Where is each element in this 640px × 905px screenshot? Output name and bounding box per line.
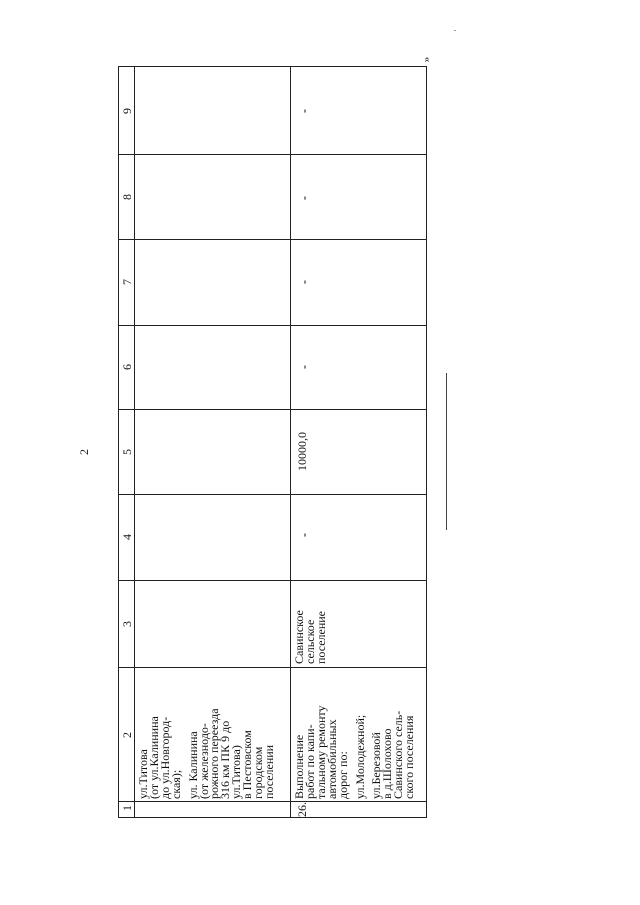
row-2-col-8: [291, 154, 427, 239]
header-col-3: [120, 580, 134, 667]
row-number: 26.: [295, 802, 309, 817]
row-2-col-7: [291, 239, 427, 325]
header-col-3-label: 3: [120, 621, 134, 627]
text-line: работ по капи-: [302, 724, 317, 799]
page-number: 2: [77, 449, 91, 455]
text-line: сельское: [302, 619, 317, 664]
value-dash: -: [297, 280, 311, 284]
text-line: ская);: [168, 769, 183, 799]
text-line: тальному ремонту: [313, 705, 328, 799]
row-2-col-4: [291, 494, 427, 580]
value-dash: -: [297, 109, 311, 113]
header-col-1-label: 1: [120, 805, 134, 811]
text-line: дорог по:: [335, 751, 350, 799]
row-2-col-5: [291, 409, 427, 494]
text-line: ул.Титова: [136, 749, 150, 799]
row-2-description: [291, 667, 427, 801]
text-line: ул. Калинина: [185, 731, 200, 799]
value-dash: -: [297, 196, 311, 200]
header-col-2: [120, 667, 134, 801]
row-2-col-9: [291, 67, 427, 154]
text-line: Савинское: [292, 610, 306, 664]
row-2-col-6: [291, 325, 427, 409]
text-line: поселение: [313, 610, 328, 664]
row-1-description: [135, 667, 290, 801]
header-col-8-label: 8: [120, 194, 134, 200]
text-line: поселении: [261, 744, 276, 799]
row-2-number: [291, 801, 427, 818]
value-dash: -: [297, 533, 311, 537]
text-line: ул.Молодежной;: [352, 714, 367, 799]
header-col-4: [120, 494, 134, 580]
text-line: (от железнодо-: [196, 723, 211, 799]
text-line: (от ул.Калинина: [146, 716, 161, 799]
value-dash: -: [297, 365, 311, 369]
text-line: ул.Титова): [229, 745, 244, 799]
text-line: 316 км ПК 9 до: [218, 720, 233, 799]
header-col-8: [120, 154, 134, 239]
header-col-5: [120, 409, 134, 494]
header-col-6-label: 6: [120, 364, 134, 370]
budget-table: [118, 66, 427, 818]
text-line: ского поселения: [402, 715, 417, 799]
header-col-9: [120, 67, 134, 154]
value-amount: 10000,0: [295, 432, 309, 471]
text-line: в Пестовском: [240, 730, 255, 799]
header-col-9-label: 9: [120, 108, 134, 114]
text-line: автомобильных: [324, 719, 339, 799]
header-col-5-label: 5: [120, 449, 134, 455]
text-line: ул.Березовой: [369, 732, 384, 799]
header-col-7-label: 7: [120, 279, 134, 285]
table-row: [135, 67, 290, 819]
header-col-7: [120, 239, 134, 325]
text-line: в д.Шолохово: [380, 728, 395, 799]
text-line: рожного переезда: [207, 708, 222, 799]
header-col-6: [120, 325, 134, 409]
signature-line: [446, 373, 447, 530]
table-row: [291, 67, 427, 819]
row-2-executor: [291, 580, 427, 667]
text-line: Савинского сель-: [391, 710, 406, 799]
header-col-2-label: 2: [120, 732, 134, 738]
closing-quote: »: [420, 56, 433, 63]
text-line: Выполнение: [292, 734, 306, 799]
scan-speck: [454, 30, 456, 31]
text-line: городском: [251, 746, 266, 799]
header-col-4-label: 4: [120, 534, 134, 540]
header-col-1: [120, 801, 134, 818]
text-line: до ул.Новгород-: [157, 716, 172, 799]
